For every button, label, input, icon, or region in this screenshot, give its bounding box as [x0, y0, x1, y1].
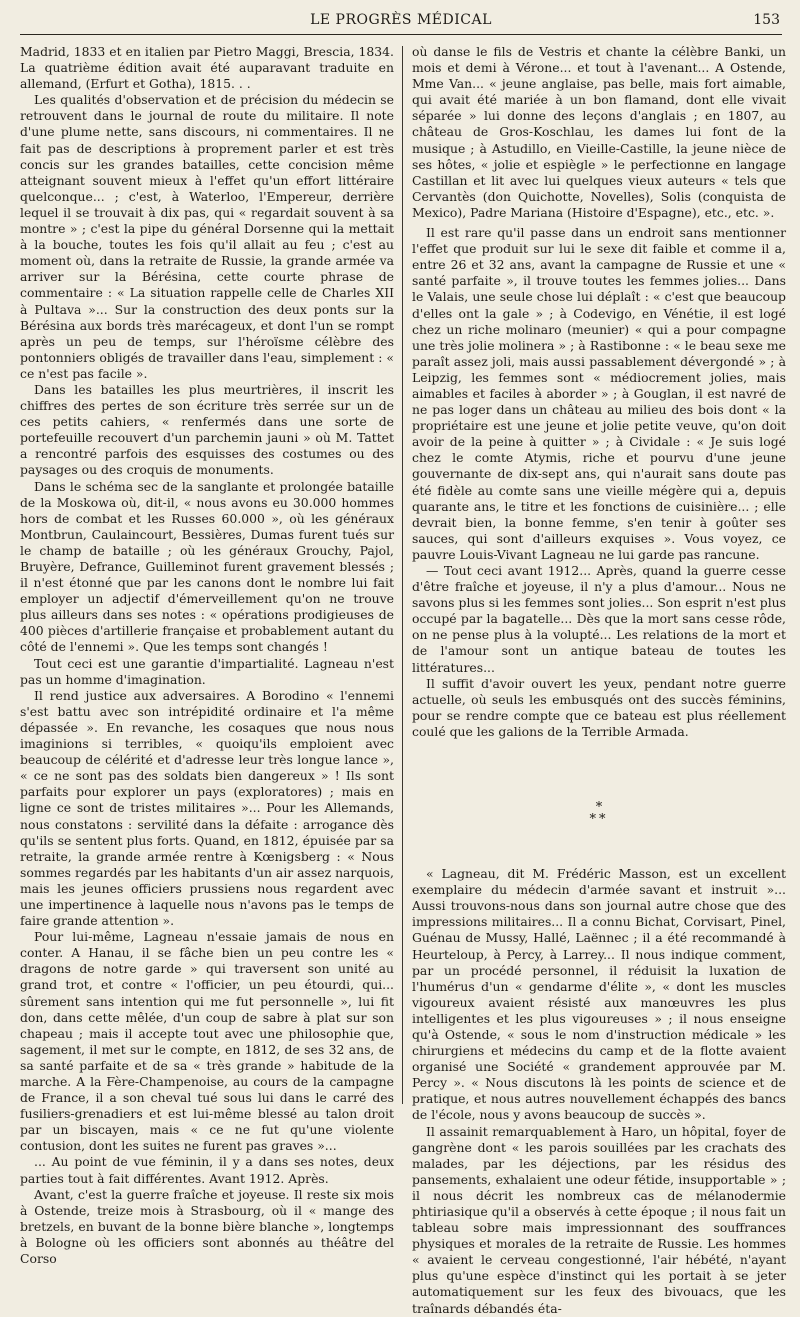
paragraph: Avant, c'est la guerre fraîche et joyeuse. Il reste six mois à Ostende, treize mois à Strasbourg, où il « mange des bretzels, en buvant de la bonne bière blanche », longtemps à Bologne où les officiers sont abonnés au théâtre del Corso — [20, 1186, 394, 1267]
paragraph: Il suffit d'avoir ouvert les yeux, pendant notre guerre actuelle, où seuls les embusqués ont des succès féminins, pour se rendre compte que ce bateau est plus réellement coulé que les galions de la Terrible Armada. — [412, 675, 786, 739]
page-header — [20, 8, 782, 35]
paragraph: Dans les batailles les plus meurtrières, il inscrit les chiffres des pertes de son écriture très serrée sur un de ces petits cahiers, « renfermés dans une sorte de portefeuille recouvert d'un parchemin jauni » où M. Tattet a rencontré parfois des esquisses des costumes ou des paysages ou des croquis de monuments. — [20, 381, 394, 478]
paragraph: Tout ceci est une garantie d'impartialité. Lagneau n'est pas un homme d'imagination. — [20, 655, 394, 687]
paragraph: Il est rare qu'il passe dans un endroit sans mentionner l'effet que produit sur lui le sexe dit faible et comme il a, entre 26 et 32 ans, avant la campagne de Russie et une « santé parfaite », il trouve toutes les femmes jolies... Dans le Valais, une seule chose lui déplaît : « c'est que beaucoup d'elles ont la gale » ; à Codevigo, en Vénétie, il est logé chez un riche molinaro (meunier) « qui a pour compagne une très jolie molinera » ; à Rastibonne : « le beau sexe me paraît assez joli, mais aussi passablement dévergondé » ; à Leipzig, les femmes sont « médiocrement jolies, mais aimables et faciles à aborder » ; à Gouglan, il est navré de ne pas loger dans un château au milieu des bois dont « la propriétaire est une jeune et jolie petite veuve, qu'on doit avoir de la peine à quitter » ; à Cividale : « Je suis logé chez le comte Atymis, riche et pourvu d'une jeune gouvernante de dix-sept ans, qui n'aurait sans doute pas été fidèle au comte sans une vieille mégère qui a, depuis quarante ans, le titre et les fonctions de cuisinière... ; elle devrait bien, la bonne femme, s'en tenir à goûter ses sauces, qui sont d'ailleurs exquises ». Vous voyez, ce pauvre Louis-Vivant Lagneau ne lui garde pas rancune. — [412, 225, 786, 562]
left-column — [20, 44, 394, 1267]
paragraph: Il rend justice aux adversaires. A Borodino « l'ennemi s'est battu avec son intrépidité ordinaire et l'a même dépassée ». En revanche, les cosaques que nous nous imaginions si terribles, « quoiqu'ils emploient avec beaucoup de célérité et d'adresse leur très longue lance », « ce ne sont pas des soldats bien dangereux » ! Ils sont parfaits pour explorer un pays (exploratores) ; mais en ligne ce sont de tristes militaires »... Pour les Allemands, nous constatons : servilité dans la défaite : arrogance dès qu'ils se sentent plus forts. Quand, en 1812, épuisée par sa retraite, la grande armée rentre à Kœnigsberg : « Nous sommes regardés par les habitants d'un air assez narquois, mais les jeunes officiers prussiens nous regardent avec une impertinence à laquelle nous n'avons pas le temps de faire grande attention ». — [20, 687, 394, 929]
paragraph: Pour lui-même, Lagneau n'essaie jamais de nous en conter. A Hanau, il se fâche bien un peu contre les « dragons de notre garde » qui traversent son unité au grand trot, et contre « l'officier, un peu étourdi, qui... sûrement sans intention qui me fut personnelle », lui fit don, dans cette mêlée, d'un coup de sabre à plat sur son chapeau ; mais il accepte tout avec une philosophie que, sagement, il met sur le compte, en 1812, de ses 32 ans, de sa santé parfaite et de sa « très grande » habitude de la marche. A la Fère-Champenoise, au cours de la campagne de France, il a son cheval tué sous lui dans le carré des fusiliers-grenadiers et est lui-même blessé au talon droit par un biscayen, mais « ce ne fut qu'une violente contusion, dont les suites ne furent pas graves »... — [20, 929, 394, 1154]
paragraph: ... Au point de vue féminin, il y a dans ses notes, deux parties tout à fait différentes. Avant 1912. Après. — [20, 1154, 394, 1186]
paragraph: — Tout ceci avant 1912... Après, quand la guerre cesse d'être fraîche et joyeuse, il n'y a plus d'amour... Nous ne savons plus si les femmes sont jolies... Son esprit n'est plus occupé par la bagatelle... Dès que la mort sans cesse rôde, on ne pense plus à la volupté... Les relations de la mort et de l'amour sont un antique bateau de toutes les littératures... — [412, 563, 786, 675]
page-number: 153 — [753, 12, 780, 28]
paragraph: Les qualités d'observation et de précision du médecin se retrouvent dans le journal de route du militaire. Il note d'une plume nette, sans discours, ni commentaires. Il ne fait pas de descriptions à proprement parler et est très concis sur les grandes batailles, cette concision même atteignant souvent mieux à l'effet qu'un effort littéraire quelconque... ; c'est, à Waterloo, l'Empereur, derrière lequel il se trouvait à dix pas, qui « regardait souvent à sa montre » ; c'est la pipe du général Dorsenne qui la mettait à la bouche, toutes les fois qu'il allait au feu ; c'est au moment où, dans la retraite de Russie, la grande armée va arriver sur la Bérésina, cette courte phrase de commentaire : « La situation rappelle celle de Charles XII à Pultava »... Sur la construction des deux ponts sur la Bérésina aux bords très marécageux, et dont l'un se rompt après un peu de temps, sur l'héroïsme célèbre des pontonniers obligés de travailler dans l'eau, simplement : « ce n'est pas facile ». — [20, 92, 394, 381]
column-rule — [402, 46, 403, 1104]
section-separator — [412, 802, 786, 826]
paragraph: « Lagneau, dit M. Frédéric Masson, est un excellent exemplaire du médecin d'armée savant et instruit »... Aussi trouvons-nous dans son journal autre chose que des impressions militaires... Il a connu Bichat, Corvisart, Pinel, Guénau de Mussy, Hallé, Laënnec ; il a été recommandé à Heurteloup, à Percy, à Larrey... Il nous indique comment, par un procédé personnel, il réduisit la luxation de l'humérus d'un « gendarme d'élite », « dont les muscles vigoureux avaient résisté aux manœuvres les plus intelligentes et les plus vigoureuses » ; il nous enseigne qu'à Ostende, « sous le nom d'instruction médicale » les chirurgiens et médecins du camp et de la flotte avaient organisé une Société « grandement approuvée par M. Percy ». « Nous discutons là les points de science et de pratique, et nous autres nouvellement échappés des bancs de l'école, nous y avons beaucoup de succès ». — [412, 866, 786, 1123]
paragraph: où danse le fils de Vestris et chante la célèbre Banki, un mois et demi à Vérone... et tout à l'avenant... A Ostende, Mme Van... « jeune anglaise, pas belle, mais fort aimable, qui avait été mariée à un bon flamand, dont elle vivait séparée » lui donne des leçons d'anglais ; en 1807, au château de Gros-Koschlau, les dames lui font de la musique ; à Astudillo, en Vieille-Castille, la jeune nièce de ses hôtes, « jolie et espiègle » le perfectionne en langage Castillan et lit avec lui quelques vieux auteurs « tels que Cervantès (don Quichotte, Novelles), Solis (conquista de Mexico), Padre Mariana (Histoire d'Espagne), etc., etc. ». — [412, 44, 786, 220]
right-column — [412, 44, 786, 1316]
paragraph: Madrid, 1833 et en italien par Pietro Maggi, Brescia, 1834. La quatrième édition avait été auparavant traduite en allemand, (Erfurt et Gotha), 1815. . . — [20, 44, 394, 92]
running-title: LE PROGRÈS MÉDICAL — [310, 12, 492, 28]
paragraph: Dans le schéma sec de la sanglante et prolongée bataille de la Moskowa où, dit-il, « nous avons eu 30.000 hommes hors de combat et les Russes 60.000 », où les généraux Montbrun, Caulaincourt, Bessières, Dumas furent tués sur le champ de bataille ; où les généraux Grouchy, Pajol, Bruyère, Defrance, Guilleminot furent gravement blessés ; il n'est étonné que par les canons dont le nombre lui fait employer un adjectif d'émerveillement qu'on ne trouve plus ailleurs dans ses notes : « opérations prodigieuses de 400 pièces d'artillerie française et probablement autant du côté de l'ennemi ». Que les temps sont changés ! — [20, 478, 394, 655]
separator-bottom: ** — [589, 812, 609, 828]
paragraph: Il assainit remarquablement à Haro, un hôpital, foyer de gangrène dont « les parois souillées par les crachats des malades, par les déjections, par les résidus des pansements, exhalaient une odeur fétide, insupportable » ; il nous décrit les nombreux cas de mélanodermie phtiriasique qu'il a observés à cette époque ; il nous fait un tableau sobre mais impressionnant des souffrances physiques et morales de la retraite de Russie. Les hommes « avaient le cerveau congestionné, l'air hébété, n'ayant plus qu'une espèce d'instinct qui les portait à se jeter automatiquement sur les feux des bivouacs, que les traînards débandés éta- — [412, 1123, 786, 1316]
separator-top: * — [595, 800, 603, 816]
